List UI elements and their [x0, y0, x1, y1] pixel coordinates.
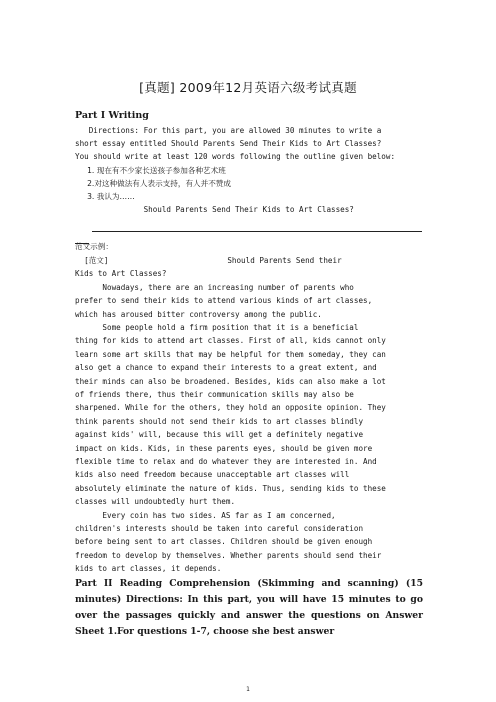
- directions-line: You should write at least 120 words following the outline given below:: [75, 152, 396, 161]
- outline-item: 3. 我认为……: [75, 192, 135, 201]
- sample-essay-line: children's interests should be taken into careful consideration: [75, 524, 364, 533]
- essay-title: Should Parents Send Their Kids to Art Classes?: [75, 205, 354, 214]
- sample-essay-line: learn some art skills that may be helpful for them someday, they can: [75, 349, 386, 359]
- sample-essay-line: of friends there, thus their communication skills may also be: [75, 390, 354, 399]
- answer-line: [92, 231, 422, 232]
- sample-essay-line: Kids to Art Classes?: [75, 269, 167, 279]
- sample-essay-line: [范文] Should Parents Send their: [75, 256, 342, 265]
- sample-essay-line: before being sent to art classes. Children should be given enough: [75, 537, 373, 547]
- sample-essay-line: kids to art classes, it depends.: [75, 564, 222, 574]
- sample-essay-line: impact on kids. Kids, in these parents eyes, should be given more: [75, 443, 373, 453]
- sample-essay-line: classes will undoubtedly hurt them.: [75, 497, 236, 507]
- sample-essay-line: their minds can also be broadened. Besides, kids can also make a lot: [75, 376, 386, 386]
- sample-essay-line: also get a chance to expand their interests to a great extent, and: [75, 363, 377, 373]
- sample-essay-line: which has aroused bitter controversy among the public.: [75, 309, 322, 319]
- sample-label: 范文示例：: [75, 242, 113, 251]
- sample-essay-line: prefer to send their kids to attend various kinds of art classes,: [75, 296, 373, 306]
- sample-essay-line: against kids' will, because this will get a definitely negative: [75, 430, 364, 440]
- sample-essay-line: think parents should not send their kids to art classes blindly: [75, 416, 364, 426]
- outline-item: 1. 现在有不少家长送孩子参加各种艺术班: [75, 166, 226, 175]
- sample-essay-line: kids also need freedom because unacceptable art classes will: [75, 470, 350, 480]
- sample-essay-line: sharpened. While for the others, they hold an opposite opinion. They: [75, 403, 386, 413]
- part1-heading: Part Ⅰ Writing: [75, 110, 149, 121]
- sample-essay-line: freedom to develop by themselves. Whether parents should send their: [75, 550, 382, 560]
- sample-essay-line: thing for kids to attend art classes. First of all, kids cannot only: [75, 336, 386, 346]
- sample-essay-line: Some people hold a firm position that it is a beneficial: [75, 323, 359, 332]
- page-number: 1: [246, 686, 250, 693]
- sample-essay-line: Every coin has two sides. AS far as I am concerned,: [75, 510, 336, 520]
- directions-line: short essay entitled Should Parents Send Their Kids to Art Classes?: [75, 139, 382, 148]
- part2-section: Part II Reading Comprehension (Skimming and scanning) (15 minutes) Directions: In this part, you will have 15 minutes to go over the passages quickly and answer the questions on Answer Sheet 1.For questions 1-7, choose she best answer: [75, 578, 423, 637]
- sample-essay-line: absolutely eliminate the nature of kids. Thus, sending kids to these: [75, 483, 386, 493]
- directions-line: Directions: For this part, you are allowed 30 minutes to write a: [75, 126, 382, 135]
- outline-item: 2.对这种做法有人表示支持，有人并不赞成: [75, 179, 231, 188]
- sample-essay-line: flexible time to relax and do whatever they are interested in. And: [75, 457, 377, 466]
- sample-essay-line: Nowadays, there are an increasing number of parents who: [75, 282, 354, 292]
- document-title: [真题] 2009年12月英语六级考试真题: [139, 80, 357, 95]
